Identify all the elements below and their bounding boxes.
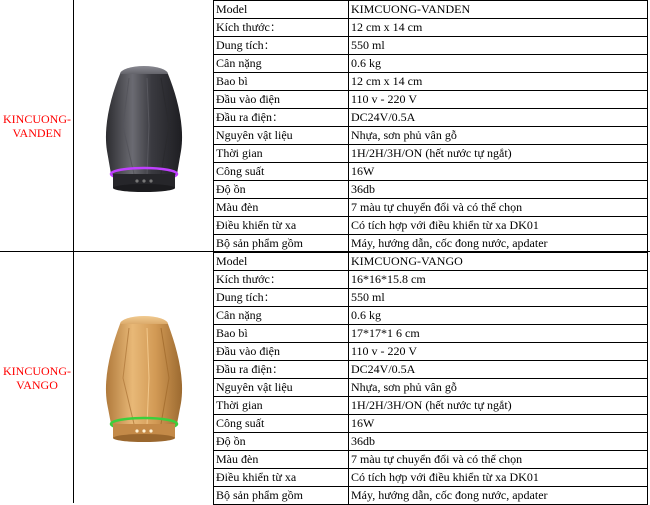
spec-table-vango [213, 252, 648, 505]
spec-label: Cân nặng [214, 55, 349, 73]
product-block-vango [0, 252, 650, 503]
spec-row [214, 271, 648, 289]
spec-row [214, 343, 648, 361]
spec-value: 17*17*1 6 cm [349, 325, 648, 343]
product-name-line2: VANDEN [12, 126, 62, 140]
spec-value: 36db [349, 433, 648, 451]
light-diffuser-image [89, 308, 199, 448]
product-name-cell [0, 0, 74, 252]
spec-label: Thời gian [214, 145, 349, 163]
spec-row [214, 487, 648, 505]
spec-row [214, 163, 648, 181]
spec-row [214, 73, 648, 91]
spec-value: 550 ml [349, 37, 648, 55]
spec-row [214, 289, 648, 307]
spec-value: Máy, hướng dẫn, cốc đong nước, apdater [349, 487, 648, 505]
spec-value: 12 cm x 14 cm [349, 73, 648, 91]
spec-value: 16W [349, 415, 648, 433]
spec-label: Model [214, 1, 349, 19]
spec-row [214, 199, 648, 217]
spec-label: Kích thước： [214, 19, 349, 37]
spec-value: Nhựa, sơn phủ vân gỗ [349, 127, 648, 145]
spec-row [214, 433, 648, 451]
spec-row [214, 37, 648, 55]
spec-value: Có tích hợp với điều khiển từ xa DK01 [349, 469, 648, 487]
spec-row [214, 55, 648, 73]
product-name-line1: KINCUONG- [3, 363, 71, 378]
spec-label: Màu đèn [214, 451, 349, 469]
spec-row [214, 469, 648, 487]
spec-value: 110 v - 220 V [349, 343, 648, 361]
spec-value: KIMCUONG-VANDEN [349, 1, 648, 19]
spec-value: 1H/2H/3H/ON (hết nước tự ngắt) [349, 397, 648, 415]
spec-label: Độ ồn [214, 433, 349, 451]
spec-row [214, 181, 648, 199]
spec-row [214, 235, 648, 253]
column-divider [73, 0, 74, 503]
product-block-vanden [0, 0, 650, 252]
spec-row [214, 307, 648, 325]
spec-row [214, 379, 648, 397]
spec-value: DC24V/0.5A [349, 109, 648, 127]
spec-row [214, 397, 648, 415]
spec-row [214, 361, 648, 379]
spec-label: Màu đèn [214, 199, 349, 217]
product-image-cell [74, 252, 214, 503]
spec-value: 7 màu tự chuyển đổi và có thể chọn [349, 199, 648, 217]
spec-label: Điều khiển từ xa [214, 217, 349, 235]
spec-value: 12 cm x 14 cm [349, 19, 648, 37]
dark-diffuser-image [89, 56, 199, 196]
spec-value: Nhựa, sơn phủ vân gỗ [349, 379, 648, 397]
spec-label: Dung tích： [214, 289, 349, 307]
spec-label: Công suất [214, 163, 349, 181]
spec-label: Bao bì [214, 73, 349, 91]
spec-value: 16*16*15.8 cm [349, 271, 648, 289]
spec-value: DC24V/0.5A [349, 361, 648, 379]
spec-label: Nguyên vật liệu [214, 127, 349, 145]
spec-label: Bộ sản phẩm gồm [214, 235, 349, 253]
product-name-line1: KINCUONG- [3, 112, 71, 126]
spec-row [214, 19, 648, 37]
spec-value: 550 ml [349, 289, 648, 307]
spec-label: Bộ sản phẩm gồm [214, 487, 349, 505]
product-image-cell [74, 0, 214, 252]
spec-value: 36db [349, 181, 648, 199]
spec-value: 0.6 kg [349, 55, 648, 73]
spec-row [214, 145, 648, 163]
spec-value: 0.6 kg [349, 307, 648, 325]
spec-label: Điều khiển từ xa [214, 469, 349, 487]
spec-label: Đầu ra điện： [214, 361, 349, 379]
spec-label: Đầu vào điện [214, 343, 349, 361]
spec-row [214, 217, 648, 235]
spec-value: 16W [349, 163, 648, 181]
spec-row [214, 109, 648, 127]
spec-label: Dung tích： [214, 37, 349, 55]
spec-label: Model [214, 253, 349, 271]
spec-label: Cân nặng [214, 307, 349, 325]
spec-value: 1H/2H/3H/ON (hết nước tự ngắt) [349, 145, 648, 163]
spec-label: Độ ồn [214, 181, 349, 199]
spec-label: Nguyên vật liệu [214, 379, 349, 397]
spec-value: Có tích hợp với điều khiển từ xa DK01 [349, 217, 648, 235]
spec-row [214, 1, 648, 19]
spec-table-vanden [213, 0, 648, 253]
spec-label: Đầu ra điện： [214, 109, 349, 127]
spec-label: Công suất [214, 415, 349, 433]
spec-value: 7 màu tự chuyển đổi và có thể chọn [349, 451, 648, 469]
product-name-line2: VANGO [16, 377, 58, 392]
product-divider [0, 251, 650, 252]
spec-value: 110 v - 220 V [349, 91, 648, 109]
spec-row [214, 127, 648, 145]
product-name-cell [0, 252, 74, 503]
spec-label: Kích thước： [214, 271, 349, 289]
spec-row [214, 253, 648, 271]
spec-label: Thời gian [214, 397, 349, 415]
spec-label: Bao bì [214, 325, 349, 343]
spec-value: KIMCUONG-VANGO [349, 253, 648, 271]
spec-row [214, 91, 648, 109]
spec-row [214, 451, 648, 469]
spec-row [214, 325, 648, 343]
spec-label: Đầu vào điện [214, 91, 349, 109]
spec-value: Máy, hướng dẫn, cốc đong nước, apdater [349, 235, 648, 253]
spec-row [214, 415, 648, 433]
